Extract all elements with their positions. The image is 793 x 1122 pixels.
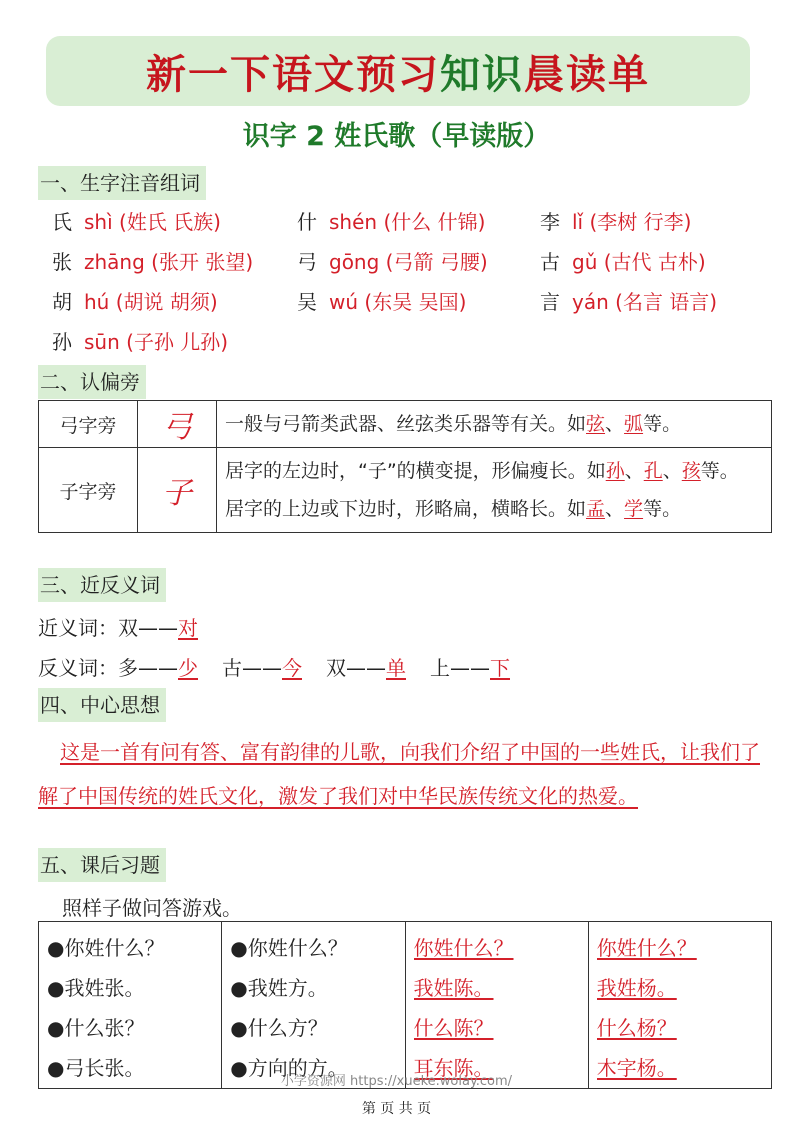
qa-column: ●你姓什么？ ●我姓方。 ●什么方？ ●方向的方。: [222, 922, 405, 1089]
qa-column: 你姓什么？ 我姓陈。 什么陈？ 耳东陈。: [405, 922, 588, 1089]
subtitle: 识字 2 姓氏歌（早读版）: [242, 121, 551, 152]
watermark: 小学资源网 https://xueke.wolay.com/: [280, 1074, 513, 1089]
qa-column: ●你姓什么？ ●我姓张。 ●什么张？ ●弓长张。: [39, 922, 222, 1089]
section1-heading: 一、生字注音组词: [38, 166, 206, 200]
char-row: [52, 242, 772, 282]
char-entry: 什 shén (什么 什锦): [297, 210, 486, 234]
central-idea-text: 这是一首有问有答、富有韵律的儿歌，向我们介绍了中国的一些姓氏，让我们了解了中国传统的姓氏文化，激发了我们对中华民族传统文化的热爱。: [38, 740, 760, 808]
section3-heading: 三、近反义词: [38, 568, 166, 602]
char-entry: 李 lǐ (李树 行李): [540, 210, 692, 234]
title-part2: 知识: [440, 50, 524, 98]
qa-column: 你姓什么？ 我姓杨。 什么杨？ 木字杨。: [588, 922, 771, 1089]
title-part1: 新一下语文预习: [146, 50, 440, 98]
synonym-line: 近义词：双——对: [38, 616, 198, 640]
char-entry: 古 gǔ (古代 古朴): [540, 250, 706, 274]
char-entry: 胡 hú (胡说 胡须): [52, 290, 218, 314]
char-entry: 氏 shì (姓氏 氏族): [52, 210, 221, 234]
section5-heading: 五、课后习题: [38, 848, 166, 882]
table-row: [39, 922, 772, 1089]
antonym-line: 反义词：多——少 古——今 双——单 上——下: [38, 656, 510, 680]
char-row: [52, 322, 772, 362]
radical-name: 弓字旁: [39, 401, 138, 448]
radical-glyph: 弓: [138, 401, 217, 448]
char-entry: 张 zhāng (张开 张望): [52, 250, 254, 274]
char-entry: 弓 gōng (弓箭 弓腰): [297, 250, 488, 274]
char-entry: 孙 sūn (子孙 儿孙): [52, 330, 229, 354]
table-row: [39, 448, 772, 533]
section2-heading: 二、认偏旁: [38, 365, 146, 399]
page-footer: 第 页 共 页: [361, 1101, 432, 1117]
radical-desc: 一般与弓箭类武器、丝弦类乐器等有关。如弦、弧等。: [217, 401, 772, 448]
radical-name: 子字旁: [39, 448, 138, 533]
char-entry: 吴 wú (东吴 吴国): [297, 290, 467, 314]
table-row: [39, 401, 772, 448]
char-list: [52, 202, 772, 362]
qa-table: [38, 921, 772, 1089]
radical-table: [38, 400, 772, 533]
title-part3: 晨读单: [524, 50, 650, 98]
char-entry: 言 yán (名言 语言): [540, 290, 718, 314]
radical-glyph: 子: [138, 448, 217, 533]
exercise-instruction: 照样子做问答游戏。: [62, 896, 242, 920]
char-row: [52, 202, 772, 242]
title-banner: [46, 36, 750, 106]
section4-heading: 四、中心思想: [38, 688, 166, 722]
radical-desc: 居字的左边时，“子”的横变提，形偏瘦长。如孙、孔、孩等。 居字的上边或下边时，形略扁，横略长。如孟、学等。: [217, 448, 772, 533]
char-row: [52, 282, 772, 322]
